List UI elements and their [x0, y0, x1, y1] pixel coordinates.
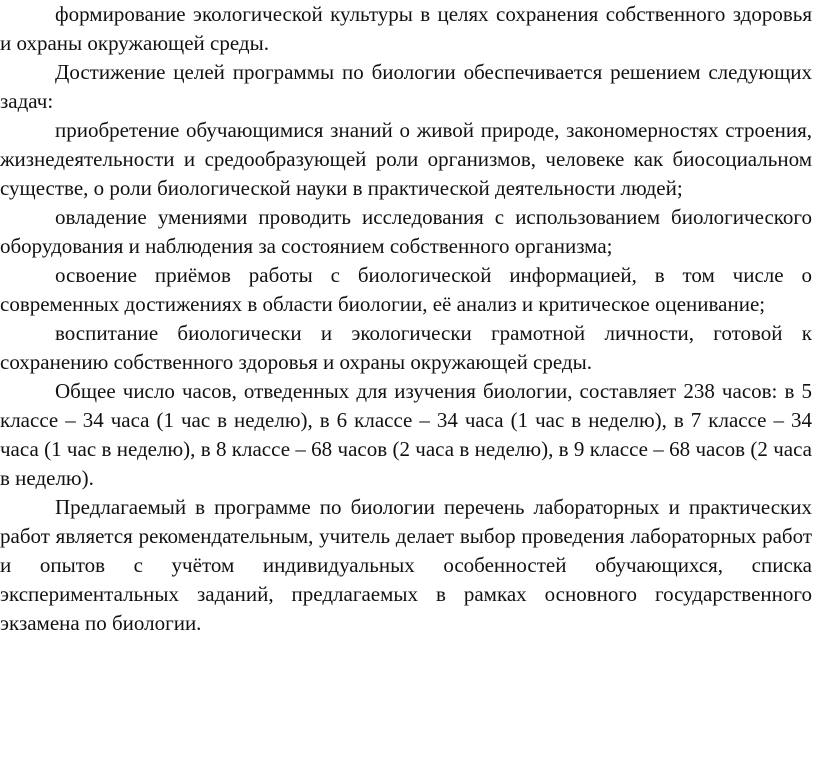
paragraph-total-hours: Общее число часов, отведенных для изучения биологии, составляет 238 часов: в 5 классе – 34 часа (1 час в неделю), в 6 классе – 34 часа (1 час в неделю), в 7 классе – 34 часа (1 час в неделю), в 8 классе – 68 часов (2 часа в неделю), в 9 классе – 68 часов (2 часа в неделю). — [0, 379, 812, 490]
paragraph-task-research-skills: овладение умениями проводить исследования с использованием биологического оборудования и наблюдения за состоянием собственного организма; — [0, 205, 812, 258]
paragraph-laboratory-works: Предлагаемый в программе по биологии перечень лабораторных и практических работ является рекомендательным, учитель делает выбор проведения лабораторных работ и опытов с учётом индивидуальных особенностей обучающихся, списка экспериментальных заданий, предлагаемых в рамках основного государственного экзамена по биологии. — [0, 495, 812, 635]
paragraph-task-upbringing: воспитание биологически и экологически грамотной личности, готовой к сохранению собственного здоровья и охраны окружающей среды. — [0, 321, 812, 374]
paragraph-goals-achievement: Достижение целей программы по биологии обеспечивается решением следующих задач: — [0, 60, 812, 113]
paragraph-task-information: освоение приёмов работы с биологической информацией, в том числе о современных достижениях в области биологии, её анализ и критическое оценивание; — [0, 263, 812, 316]
paragraph-goal-ecological-culture: формирование экологической культуры в целях сохранения собственного здоровья и охраны окружающей среды. — [0, 2, 812, 55]
paragraph-task-knowledge: приобретение обучающимися знаний о живой природе, закономерностях строения, жизнедеятельности и средообразующей роли организмов, человеке как биосоциальном существе, о роли биологической науки в практической деятельности людей; — [0, 118, 812, 200]
